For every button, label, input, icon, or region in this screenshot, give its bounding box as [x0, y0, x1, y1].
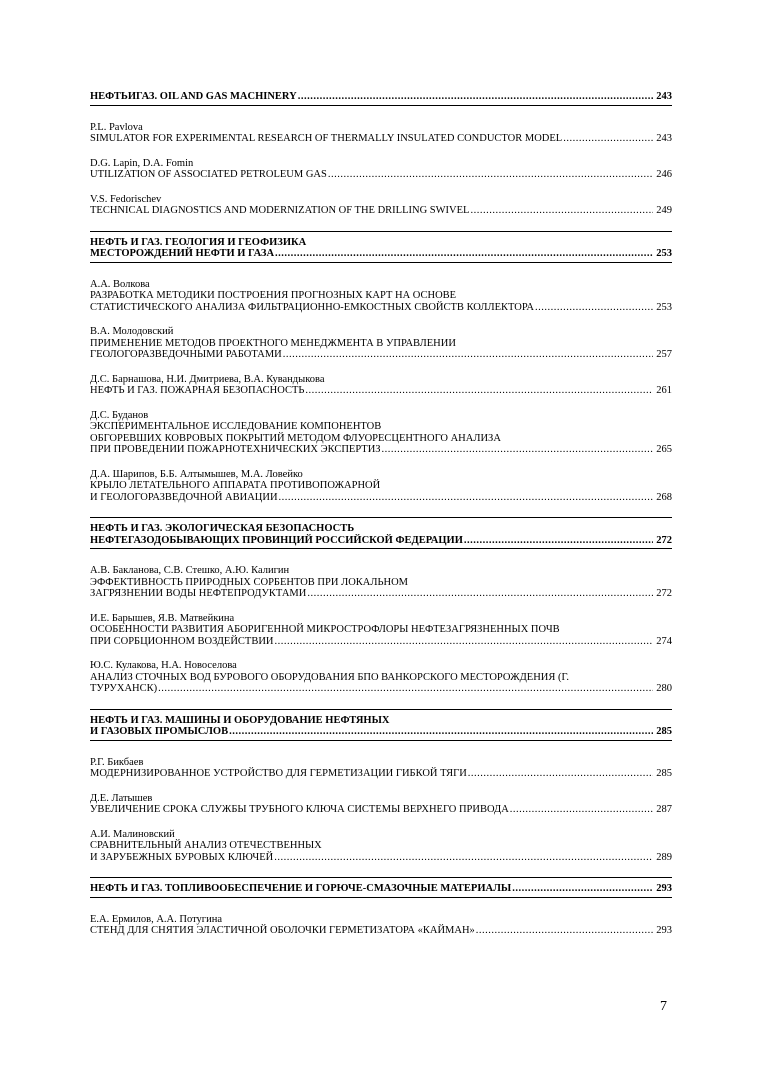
toc-leader-line [90, 91, 672, 103]
entry-title-line: TECHNICAL DIAGNOSTICS AND MODERNIZATION OF THE DRILLING SWIVEL [90, 205, 470, 216]
toc-entry [90, 613, 672, 648]
toc-leader-line [90, 883, 672, 895]
toc-page-number: 272 [656, 534, 672, 546]
toc-entry [90, 565, 672, 600]
entry-authors: А.И. Малиновский [90, 828, 175, 840]
toc-leader-line [90, 804, 672, 816]
entry-title-line: ЭФФЕКТИВНОСТЬ ПРИРОДНЫХ СОРБЕНТОВ ПРИ ЛОКАЛЬНОМ [90, 576, 409, 588]
entry-title-line: UTILIZATION OF ASSOCIATED PETROLEUM GAS [90, 169, 327, 180]
dot-leader [283, 349, 653, 361]
toc-leader-line [90, 636, 672, 648]
toc-page-number: 261 [656, 385, 672, 396]
dot-leader [510, 804, 653, 816]
dot-leader [275, 248, 653, 260]
dot-leader [464, 535, 653, 547]
entry-authors: Д.С. Барнашова, Н.И. Дмитриева, В.А. Кувандыкова [90, 373, 325, 385]
entry-title-line: И ГЕОЛОГОРАЗВЕДОЧНОЙ АВИАЦИИ [90, 491, 278, 503]
toc-leader-line [90, 205, 672, 217]
toc-leader-line [90, 169, 672, 181]
toc-entry [90, 194, 672, 217]
section-title-line: НЕФТЬ И ГАЗ. ГЕОЛОГИЯ И ГЕОФИЗИКА [90, 236, 307, 248]
toc-page-number: 293 [656, 925, 672, 936]
toc-page-number: 246 [656, 169, 672, 180]
entry-title-line: ЭКСПЕРИМЕНТАЛЬНОЕ ИССЛЕДОВАНИЕ КОМПОНЕНТОВ [90, 421, 382, 432]
dot-leader [274, 852, 653, 864]
entry-title-line: ГЕОЛОГОРАЗВЕДОЧНЫМИ РАБОТАМИ [90, 349, 282, 360]
entry-title-line: МОДЕРНИЗИРОВАННОЕ УСТРОЙСТВО ДЛЯ ГЕРМЕТИЗАЦИИ ГИБКОЙ ТЯГИ [90, 768, 467, 779]
entry-title-line: КРЫЛО ЛЕТАТЕЛЬНОГО АППАРАТА ПРОТИВОПОЖАРНОЙ [90, 480, 381, 491]
table-of-contents [90, 91, 672, 937]
entry-authors: В.А. Молодовский [90, 326, 174, 337]
entry-title-line: ПРИ СОРБЦИОННОМ ВОЗДЕЙСТВИИ [90, 635, 274, 647]
dot-leader [563, 133, 653, 145]
section-title-line: НЕФТЬ И ГАЗ. ТОПЛИВООБЕСПЕЧЕНИЕ И ГОРЮЧЕ-СМАЗОЧНЫЕ МАТЕРИАЛЫ [90, 883, 512, 894]
toc-section-heading [90, 877, 672, 898]
entry-title-line: ОСОБЕННОСТИ РАЗВИТИЯ АБОРИГЕННОЙ МИКРОСТРОФЛОРЫ НЕФТЕЗАГРЯЗНЕННЫХ ПОЧВ [90, 624, 560, 635]
toc-entry [90, 158, 672, 181]
toc-page-number: 253 [656, 248, 672, 259]
toc-page-number: 249 [656, 205, 672, 216]
toc-page-number: 274 [656, 635, 672, 647]
toc-page-number: 285 [656, 768, 672, 779]
toc-leader-line [90, 133, 672, 145]
toc-entry [90, 793, 672, 816]
entry-title-line: ТУРУХАНСК) [90, 683, 158, 694]
toc-leader-line [90, 492, 672, 504]
entry-title-line: ПРИ ПРОВЕДЕНИИ ПОЖАРНОТЕХНИЧЕСКИХ ЭКСПЕРТИЗ [90, 444, 381, 455]
entry-authors: Д.А. Шарипов, Б.Б. Алтымышев, М.А. Ловейко [90, 468, 303, 480]
toc-section-heading [90, 709, 672, 741]
entry-authors: Е.А. Ермилов, А.А. Потугина [90, 913, 222, 925]
dot-leader [512, 883, 653, 895]
toc-entry [90, 829, 672, 864]
section-title-line: НЕФТЬ И ГАЗ. ЭКОЛОГИЧЕСКАЯ БЕЗОПАСНОСТЬ [90, 523, 355, 534]
dot-leader [298, 91, 653, 103]
entry-title-line: SIMULATOR FOR EXPERIMENTAL RESEARCH OF THERMALLY INSULATED CONDUCTOR MODEL [90, 133, 563, 144]
entry-authors: D.G. Lapin, D.A. Fomin [90, 157, 194, 169]
section-rule [90, 105, 672, 106]
toc-section-heading [90, 231, 672, 263]
toc-entry [90, 914, 672, 937]
toc-leader-line [90, 535, 672, 547]
toc-entry [90, 279, 672, 314]
section-title-line: НЕФТЬИГАЗ. OIL AND GAS MACHINERY [90, 91, 297, 102]
toc-leader-line [90, 444, 672, 456]
toc-page-number: 268 [656, 491, 672, 503]
dot-leader [279, 492, 653, 504]
toc-entry [90, 469, 672, 504]
toc-leader-line [90, 302, 672, 314]
toc-page-number: 257 [656, 349, 672, 360]
toc-section-heading [90, 517, 672, 549]
entry-authors: Д.Е. Латышев [90, 792, 153, 804]
toc-entry [90, 326, 672, 361]
entry-authors: И.Е. Барышев, Я.В. Матвейкина [90, 612, 235, 624]
section-rule [90, 262, 672, 263]
toc-entry [90, 374, 672, 397]
entry-authors: А.В. Бакланова, С.В. Стешко, А.Ю. Калигин [90, 565, 290, 576]
entry-title-line: ОБГОРЕВШИХ КОВРОВЫХ ПОКРЫТИЙ МЕТОДОМ ФЛУОРЕСЦЕНТНОГО АНАЛИЗА [90, 432, 501, 444]
toc-leader-line [90, 248, 672, 260]
toc-section-heading [90, 91, 672, 106]
toc-leader-line [90, 768, 672, 780]
dot-leader [535, 302, 653, 314]
entry-authors: Ю.С. Кулакова, Н.А. Новоселова [90, 660, 237, 671]
entry-authors: Д.С. Буданов [90, 409, 149, 421]
toc-page-number: 265 [656, 444, 672, 455]
toc-leader-line [90, 349, 672, 361]
toc-entry [90, 122, 672, 145]
toc-leader-line [90, 683, 672, 695]
toc-page-number: 243 [656, 133, 672, 144]
section-title-line: НЕФТЬ И ГАЗ. МАШИНЫ И ОБОРУДОВАНИЕ НЕФТЯНЫХ [90, 714, 390, 726]
dot-leader [158, 683, 653, 695]
dot-leader [468, 768, 653, 780]
toc-page-number: 280 [656, 683, 672, 694]
dot-leader [307, 588, 653, 600]
toc-entry [90, 410, 672, 456]
entry-title-line: И ЗАРУБЕЖНЫХ БУРОВЫХ КЛЮЧЕЙ [90, 851, 274, 863]
entry-authors: А.А. Волкова [90, 278, 150, 290]
dot-leader [328, 169, 653, 181]
section-rule [90, 740, 672, 741]
toc-entry [90, 757, 672, 780]
toc-leader-line [90, 852, 672, 864]
dot-leader [382, 444, 653, 456]
dot-leader [275, 636, 654, 648]
dot-leader [470, 205, 653, 217]
entry-title-line: РАЗРАБОТКА МЕТОДИКИ ПОСТРОЕНИЯ ПРОГНОЗНЫХ КАРТ НА ОСНОВЕ [90, 290, 457, 301]
toc-page-number: 272 [656, 588, 672, 599]
entry-title-line: ЗАГРЯЗНЕНИИ ВОДЫ НЕФТЕПРОДУКТАМИ [90, 588, 307, 599]
toc-page-number: 243 [656, 91, 672, 102]
entry-title-line: СТАТИСТИЧЕСКОГО АНАЛИЗА ФИЛЬТРАЦИОННО-ЕМКОСТНЫХ СВОЙСТВ КОЛЛЕКТОРА [90, 301, 534, 313]
entry-title-line: АНАЛИЗ СТОЧНЫХ ВОД БУРОВОГО ОБОРУДОВАНИЯ БПО ВАНКОРСКОГО МЕСТОРОЖДЕНИЯ (Г. [90, 671, 569, 683]
section-rule [90, 548, 672, 549]
dot-leader [476, 925, 653, 937]
toc-page-number: 285 [656, 726, 672, 737]
toc-leader-line [90, 726, 672, 738]
section-rule [90, 897, 672, 898]
toc-leader-line [90, 925, 672, 937]
section-title-line: И ГАЗОВЫХ ПРОМЫСЛОВ [90, 726, 229, 737]
toc-page-number: 287 [656, 804, 672, 815]
toc-leader-line [90, 588, 672, 600]
entry-title-line: ПРИМЕНЕНИЕ МЕТОДОВ ПРОЕКТНОГО МЕНЕДЖМЕНТА В УПРАВЛЕНИИ [90, 337, 456, 349]
entry-title-line: НЕФТЬ И ГАЗ. ПОЖАРНАЯ БЕЗОПАСНОСТЬ [90, 385, 305, 396]
dot-leader [229, 726, 653, 738]
toc-page-number: 289 [656, 851, 672, 863]
section-title-line: НЕФТЕГАЗОДОБЫВАЮЩИХ ПРОВИНЦИЙ РОССИЙСКОЙ ФЕДЕРАЦИИ [90, 534, 463, 546]
toc-page-number: 293 [656, 883, 672, 894]
page-number: 7 [660, 999, 667, 1014]
toc-leader-line [90, 385, 672, 397]
section-title-line: МЕСТОРОЖДЕНИЙ НЕФТИ И ГАЗА [90, 248, 275, 259]
toc-entry [90, 660, 672, 695]
entry-authors: Р.Г. Бикбаев [90, 756, 144, 768]
entry-title-line: УВЕЛИЧЕНИЕ СРОКА СЛУЖБЫ ТРУБНОГО КЛЮЧА СИСТЕМЫ ВЕРХНЕГО ПРИВОДА [90, 804, 509, 815]
dot-leader [305, 385, 653, 397]
entry-authors: V.S. Fedorischev [90, 193, 162, 205]
entry-title-line: СТЕНД ДЛЯ СНЯТИЯ ЭЛАСТИЧНОЙ ОБОЛОЧКИ ГЕРМЕТИЗАТОРА «КАЙМАН» [90, 925, 475, 936]
entry-title-line: СРАВНИТЕЛЬНЫЙ АНАЛИЗ ОТЕЧЕСТВЕННЫХ [90, 840, 322, 851]
entry-authors: P.L. Pavlova [90, 121, 143, 133]
toc-page-number: 253 [656, 301, 672, 313]
